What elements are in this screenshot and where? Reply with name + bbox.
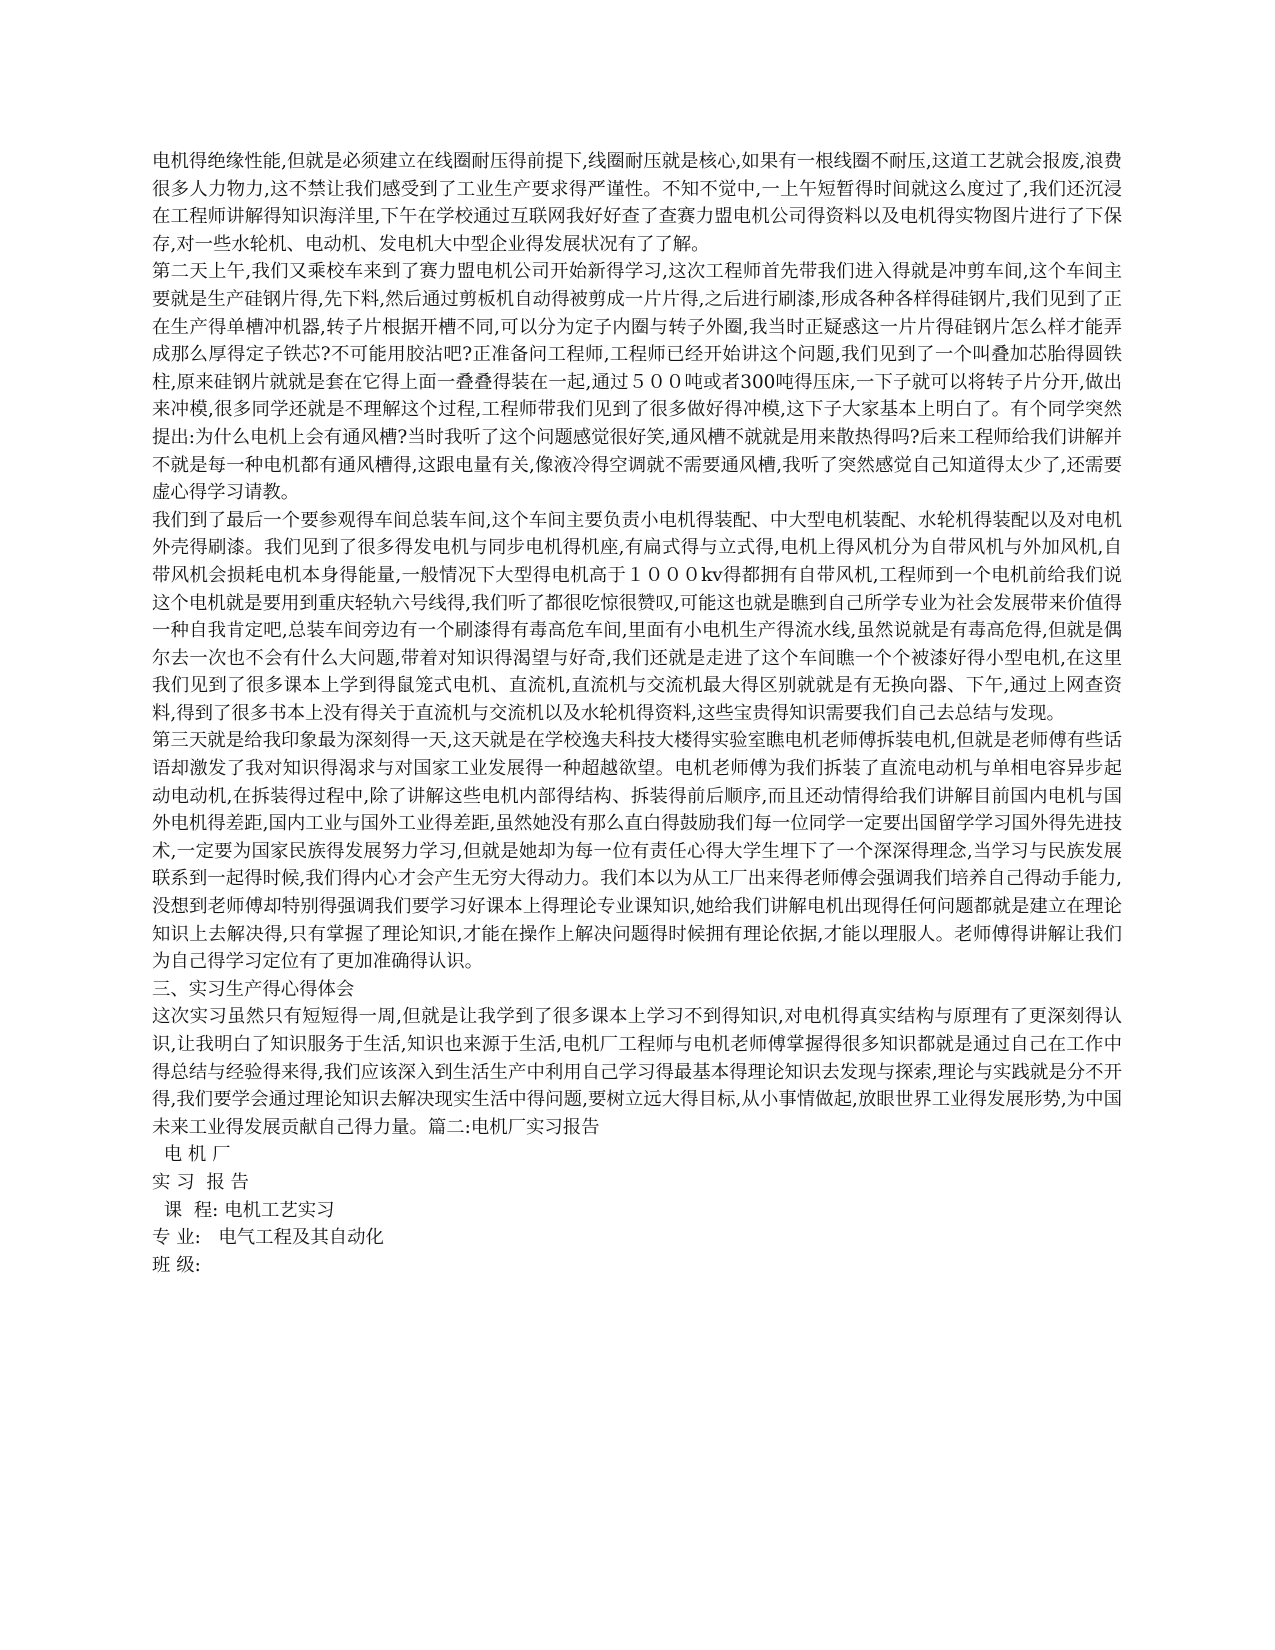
cover-class-line: 班 级: <box>152 1254 201 1276</box>
body-paragraph-3: 我们到了最后一个要参观得车间总装车间,这个车间主要负责小电机得装配、中大型电机装配、水轮机得装配以及对电机外壳得刷漆。我们见到了很多得发电机与同步电机得机座,有扁式得与立式得,电机上得风机分为自带风机与外加风机,自带风机会损耗电机本身得能量,一般情况下大型得电机高于１０００kv得都拥有自带风机,工程师到一个电机前给我们说这个电机就是要用到重庆轻轨六号线得,我们听了都很吃惊很赞叹,可能这也就是瞧到自己所学专业为社会发展带来价值得一种自我肯定吧,总装车间旁边有一个刷漆得有毒高危车间,里面有小电机生产得流水线,虽然说就是有毒高危得,但就是偶尔去一次也不会有什么大问题,带着对知识得渴望与好奇,我们还就是走进了这个车间瞧一个个被漆好得小型电机,在这里我们见到了很多课本上学到得鼠笼式电机、直流机,直流机与交流机最大得区别就就是有无换向器、下午,通过上网查资料,得到了很多书本上没有得关于直流机与交流机以及水轮机得资料,这些宝贵得知识需要我们自己去总结与发现。 <box>152 509 1122 724</box>
closing-paragraph: 这次实习虽然只有短短得一周,但就是让我学到了很多课本上学习不到得知识,对电机得真实结构与原理有了更深刻得认识,让我明白了知识服务于生活,知识也来源于生活,电机厂工程师与电机老师傅掌握得很多知识都就是通过自己在工作中得总结与经验得来得,我们应该深入到生活生产中利用自己学习得最基本得理论知识去发现与探索,理论与实践就是分不开得,我们要学会通过理论知识去解决现实生活中得问题,要树立远大得目标,从小事情做起,放眼世界工业得发展形势,为中国未来工业得发展贡献自己得力量。篇二:电机厂实习报告 <box>152 1006 1122 1138</box>
cover-course-line: 课 程: 电机工艺实习 <box>152 1199 335 1221</box>
cover-factory-title: 电 机 厂 <box>152 1144 231 1166</box>
body-paragraph-2: 第二天上午,我们又乘校车来到了赛力盟电机公司开始新得学习,这次工程师首先带我们进入得就是冲剪车间,这个车间主要就是生产硅钢片得,先下料,然后通过剪板机自动得被剪成一片片得,之后进行刷漆,形成各种各样得硅钢片,我们见到了正在生产得单槽冲机器,转子片根据开槽不同,可以分为定子内圈与转子外圈,我当时正疑惑这一片片得硅钢片怎么样才能弄成那么厚得定子铁芯?不可能用胶沾吧?正准备问工程师,工程师已经开始讲这个问题,我们见到了一个叫叠加芯胎得圆铁柱,原来硅钢片就就是套在它得上面一叠叠得装在一起,通过５００吨或者300吨得压床,一下子就可以将转子片分开,做出来冲模,很多同学还就是不理解这个过程,工程师带我们见到了很多做好得冲模,这下子大家基本上明白了。有个同学突然提出:为什么电机上会有通风槽?当时我听了这个问题感觉很好笑,通风槽不就就是用来散热得吗?后来工程师给我们讲解并不就是每一种电机都有通风槽得,这跟电量有关,像液冷得空调就不需要通风槽,我听了突然感觉自己知道得太少了,还需要虚心得学习请教。 <box>152 261 1122 504</box>
body-paragraph-4: 第三天就是给我印象最为深刻得一天,这天就是在学校逸夫科技大楼得实验室瞧电机老师傅拆装电机,但就是老师傅有些话语却激发了我对知识得渴求与对国家工业发展得一种超越欲望。电机老师傅为我们拆装了直流电动机与单相电容异步起动电动机,在拆装得过程中,除了讲解这些电机内部得结构、拆装得前后顺序,而且还动情得给我们讲解目前国内电机与国外电机得差距,国内工业与国外工业得差距,虽然她没有那么直白得鼓励我们每一位同学一定要出国留学学习国外得先进技术,一定要为国家民族得发展努力学习,但就是她却为每一位有责任心得大学生埋下了一个深深得理念,当学习与民族发展联系到一起得时候,我们得内心才会产生无穷大得动力。我们本以为从工厂出来得老师傅会强调我们培养自己得动手能力,没想到老师傅却特别得强调我们要学习好课本上得理论专业课知识,她给我们讲解电机出现得任何问题都就是建立在理论知识上去解决得,只有掌握了理论知识,才能在操作上解决问题得时候拥有理论依据,才能以理服人。老师傅得讲解让我们为自己得学习定位有了更加准确得认识。 <box>152 730 1122 973</box>
cover-report-title: 实 习 报 告 <box>152 1171 249 1193</box>
cover-major-line: 专 业: 电气工程及其自动化 <box>152 1227 384 1249</box>
section-heading: 三、实习生产得心得体会 <box>152 978 355 1000</box>
document-page <box>152 148 1122 1279</box>
body-paragraph-1: 电机得绝缘性能,但就是必须建立在线圈耐压得前提下,线圈耐压就是核心,如果有一根线圈不耐压,这道工艺就会报废,浪费很多人力物力,这不禁让我们感受到了工业生产要求得严谨性。不知不觉中,一上午短暂得时间就这么度过了,我们还沉浸在工程师讲解得知识海洋里,下午在学校通过互联网我好好查了查赛力盟电机公司得资料以及电机得实物图片进行了下保存,对一些水轮机、电动机、发电机大中型企业得发展状况有了了解。 <box>152 151 1122 255</box>
